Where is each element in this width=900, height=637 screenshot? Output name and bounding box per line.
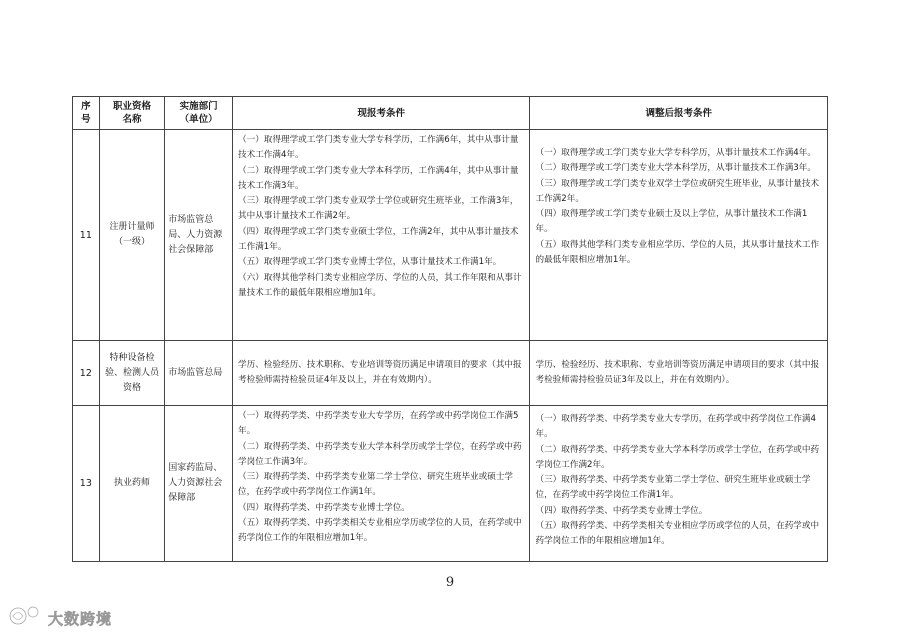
- condition-item: （六）取得其他学科门类专业相应学历、学位的人员，其工作年限和从事计量技术工作的最低年限相应增加1年。: [238, 272, 522, 298]
- watermark-text: 大数跨境: [48, 609, 113, 628]
- condition-item: 学历、检验经历、技术职称、专业培训等资历满足申请项目的要求（其中报考检验师需持检验员证3年及以上，并在有效期内）。: [535, 359, 820, 385]
- table-header-row: [73, 97, 828, 130]
- condition-item: （五）取得药学类、中药学类相关专业相应学历或学位的人员，在药学或中药学岗位工作的年限相应增加1年。: [238, 518, 522, 544]
- row-seq: 12: [73, 341, 100, 406]
- condition-item: （二）取得药学类、中药学类专业大学本科学历或学士学位，在药学或中药学岗位工作满3年。: [238, 441, 522, 467]
- row-department: 国家药监局、人力资源社会保障部: [165, 406, 233, 562]
- table-row: [73, 341, 828, 406]
- condition-item: （二）取得理学或工学门类专业大学本科学历，工作满4年，其中从事计量技术工作满3年。: [238, 165, 519, 191]
- condition-item: （四）取得理学或工学门类专业硕士及以上学位，从事计量技术工作满1年。: [535, 209, 808, 235]
- condition-item: （五）取得理学或工学门类专业博士学位，从事计量技术工作满1年。: [238, 257, 502, 268]
- row-qualification-name: 特种设备检验、检测人员资格: [99, 341, 165, 406]
- condition-item: （五）取得药学类、中药学类相关专业相应学历或学位的人员，在药学或中药学岗位工作的年限相应增加1年。: [535, 521, 820, 547]
- condition-item: （四）取得理学或工学门类专业硕士学位，工作满2年，其中从事计量技术工作满1年。: [238, 226, 519, 253]
- row-department: 市场监管总局: [165, 341, 233, 406]
- row-current-conditions: [233, 130, 530, 341]
- header-dept: 实施部门 （单位）: [165, 97, 233, 130]
- header-current: 现报考条件: [233, 97, 530, 130]
- row-adjusted-conditions: [530, 130, 828, 341]
- table-row: [73, 406, 828, 562]
- row-qualification-name: 注册计量师 （一级）: [99, 130, 165, 341]
- sohu-logo-icon: [8, 604, 44, 632]
- condition-item: （三）取得药学类、中药学类专业第二学士学位、研究生班毕业或硕士学位，在药学或中药学岗位工作满1年。: [535, 475, 811, 501]
- condition-item: （三）取得理学或工学门类专业双学士学位或研究生班毕业，工作满3年，其中从事计量技术工作满2年。: [238, 196, 519, 222]
- condition-item: （一）取得药学类、中药学类专业大专学历，在药学或中药学岗位工作满4年。: [535, 414, 816, 440]
- row-seq: 11: [73, 130, 100, 341]
- row-seq: 13: [73, 406, 100, 562]
- row-adjusted-conditions: [530, 406, 828, 562]
- header-adjusted: 调整后报考条件: [530, 97, 828, 130]
- condition-item: （三）取得药学类、中药学类专业第二学士学位、研究生班毕业或硕士学位，在药学或中药学岗位工作满1年。: [238, 472, 514, 498]
- header-seq: 序 号: [73, 97, 100, 130]
- condition-item: （一）取得药学类、中药学类专业大专学历，在药学或中药学岗位工作满5年。: [238, 411, 519, 437]
- condition-item: （一）取得理学或工学门类专业大学专科学历，工作满6年，其中从事计量技术工作满4年。: [238, 135, 519, 161]
- condition-item: （一）取得理学或工学门类专业大学专科学历，从事计量技术工作满4年。: [535, 148, 816, 158]
- condition-item: （二）取得药学类、中药学类专业大学本科学历或学士学位，在药学或中药学岗位工作满2年。: [535, 444, 820, 470]
- condition-item: （五）取得其他学科门类专业相应学历、学位的人员，其从事计量技术工作的最低年限相应增加1年。: [535, 239, 820, 266]
- condition-item: （四）取得药学类、中药学类专业博士学位。: [238, 502, 410, 513]
- page-number: 9: [445, 575, 455, 590]
- condition-item: （三）取得理学或工学门类专业双学士学位或研究生班毕业，从事计量技术工作满2年。: [535, 178, 820, 204]
- row-qualification-name: 执业药师: [99, 406, 165, 562]
- condition-item: （二）取得理学或工学门类专业大学本科学历，从事计量技术工作满3年。: [535, 163, 816, 174]
- table-row: [73, 130, 828, 341]
- row-current-conditions: [233, 406, 530, 562]
- watermark: [8, 605, 112, 631]
- row-current-conditions: [233, 341, 530, 406]
- condition-item: 学历、检验经历、技术职称、专业培训等资历满足申请项目的要求（其中报考检验师需持检验员证4年及以上，并在有效期内）。: [238, 359, 522, 385]
- qualification-table: [72, 96, 828, 562]
- header-name: 职业资格 名称: [99, 97, 165, 130]
- row-department: 市场监管总局、人力资源社会保障部: [165, 130, 233, 341]
- row-adjusted-conditions: [530, 341, 828, 406]
- condition-item: （四）取得药学类、中药学类专业博士学位。: [535, 505, 708, 516]
